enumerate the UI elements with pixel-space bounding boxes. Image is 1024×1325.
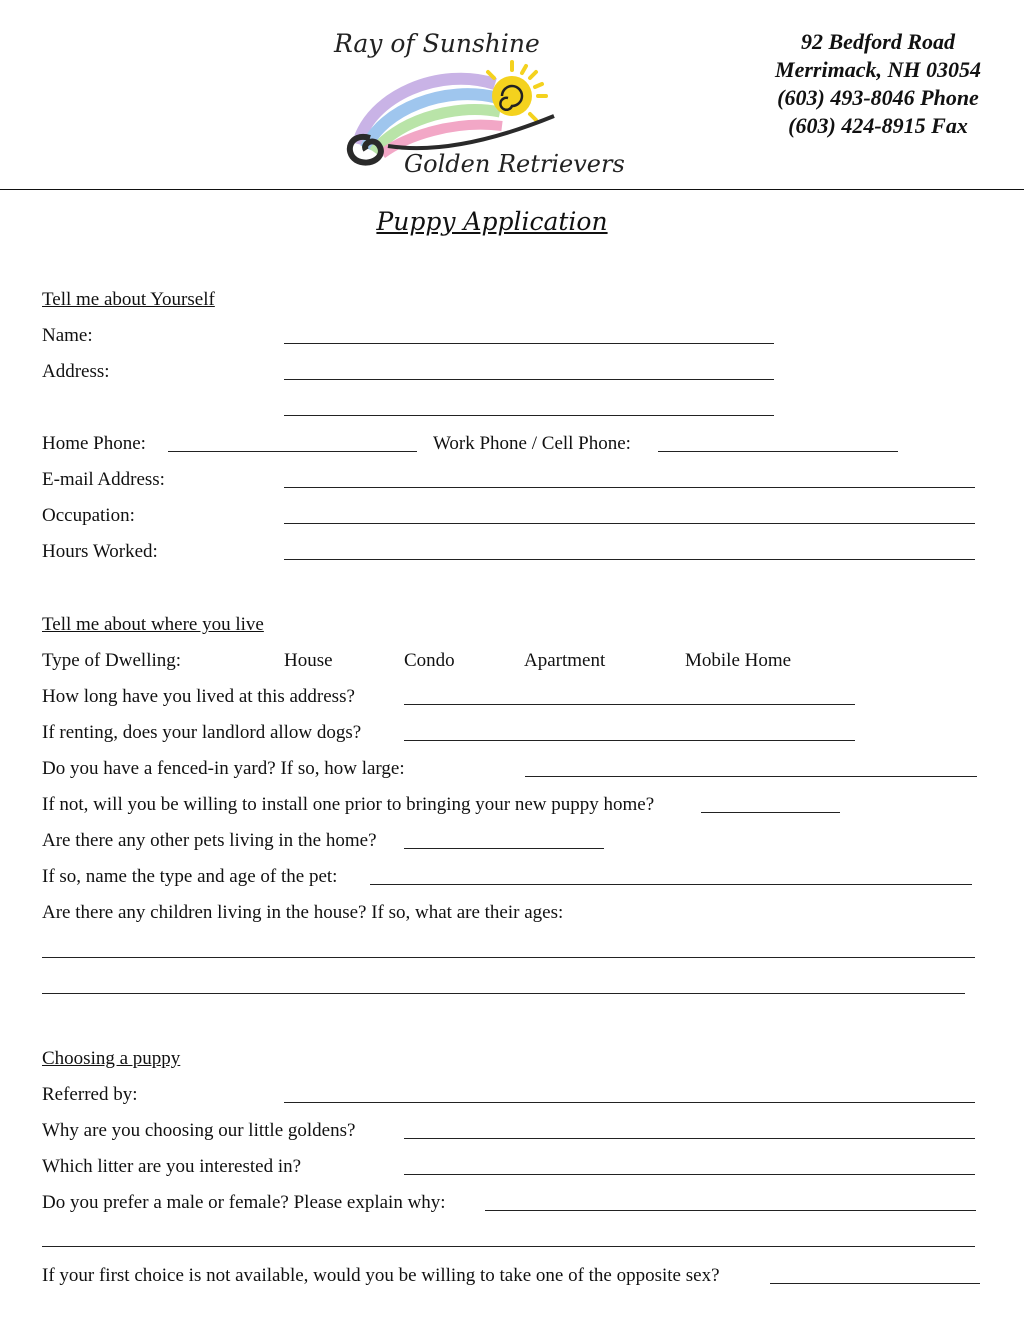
dwelling-option-mobile-home[interactable]: Mobile Home — [685, 650, 792, 671]
sex-preference-field[interactable] — [485, 1210, 976, 1211]
work-phone-label: Work Phone / Cell Phone: — [433, 433, 631, 454]
work-phone-field[interactable] — [658, 451, 898, 452]
occupation-field[interactable] — [284, 523, 975, 524]
hours-worked-field[interactable] — [284, 559, 975, 560]
home-phone-label: Home Phone: — [42, 433, 146, 454]
contact-phone: (603) 493-8046 Phone — [777, 85, 979, 110]
section-heading-puppy: Choosing a puppy — [42, 1048, 181, 1069]
contact-street: 92 Bedford Road — [801, 29, 955, 54]
contact-fax: (603) 424-8915 Fax — [788, 113, 968, 138]
litter-field[interactable] — [404, 1174, 975, 1175]
logo-top-text: Ray of Sunshine — [334, 29, 540, 58]
logo — [330, 26, 640, 182]
install-fence-label: If not, will you be willing to install one prior to bringing your new puppy home? — [42, 794, 655, 815]
address-field-line2[interactable] — [284, 415, 774, 416]
children-field-line1[interactable] — [42, 957, 975, 958]
dwelling-option-house[interactable]: House — [284, 650, 333, 671]
install-fence-field[interactable] — [701, 812, 840, 813]
contact-block — [748, 28, 1008, 140]
referred-by-label: Referred by: — [42, 1084, 138, 1105]
dwelling-label: Type of Dwelling: — [42, 650, 182, 671]
name-field[interactable] — [284, 343, 774, 344]
other-pets-label: Are there any other pets living in the home? — [42, 830, 377, 851]
dwelling-option-condo[interactable]: Condo — [404, 650, 455, 671]
address-field-line1[interactable] — [284, 379, 774, 380]
landlord-field[interactable] — [404, 740, 855, 741]
name-label: Name: — [42, 325, 93, 346]
page-title: Puppy Application — [376, 207, 608, 236]
referred-by-field[interactable] — [284, 1102, 975, 1103]
occupation-label: Occupation: — [42, 505, 135, 526]
section-heading-yourself: Tell me about Yourself — [42, 289, 215, 310]
sex-preference-field-line2[interactable] — [42, 1246, 975, 1247]
litter-label: Which litter are you interested in? — [42, 1156, 302, 1177]
lived-duration-field[interactable] — [404, 704, 855, 705]
email-field[interactable] — [284, 487, 975, 488]
lived-duration-label: How long have you lived at this address? — [42, 686, 355, 707]
email-label: E-mail Address: — [42, 469, 165, 490]
fenced-yard-field[interactable] — [525, 776, 977, 777]
sex-preference-label: Do you prefer a male or female? Please explain why: — [42, 1192, 446, 1213]
pet-type-field[interactable] — [370, 884, 972, 885]
header-divider — [0, 189, 1024, 190]
logo-bottom-text: Golden Retrievers — [404, 150, 625, 178]
home-phone-field[interactable] — [168, 451, 417, 452]
why-goldens-label: Why are you choosing our little goldens? — [42, 1120, 356, 1141]
contact-city: Merrimack, NH 03054 — [775, 57, 981, 82]
opposite-sex-field[interactable] — [770, 1283, 980, 1284]
landlord-label: If renting, does your landlord allow dogs? — [42, 722, 362, 743]
children-field-line2[interactable] — [42, 993, 965, 994]
hours-worked-label: Hours Worked: — [42, 541, 158, 562]
why-goldens-field[interactable] — [404, 1138, 975, 1139]
children-label: Are there any children living in the house? If so, what are their ages: — [42, 902, 564, 923]
section-heading-home: Tell me about where you live — [42, 614, 264, 635]
other-pets-field[interactable] — [404, 848, 604, 849]
dwelling-option-apartment[interactable]: Apartment — [524, 650, 606, 671]
opposite-sex-label: If your first choice is not available, would you be willing to take one of the opposite sex? — [42, 1265, 720, 1286]
pet-type-label: If so, name the type and age of the pet: — [42, 866, 338, 887]
fenced-yard-label: Do you have a fenced-in yard? If so, how large: — [42, 758, 405, 779]
address-label: Address: — [42, 361, 110, 382]
